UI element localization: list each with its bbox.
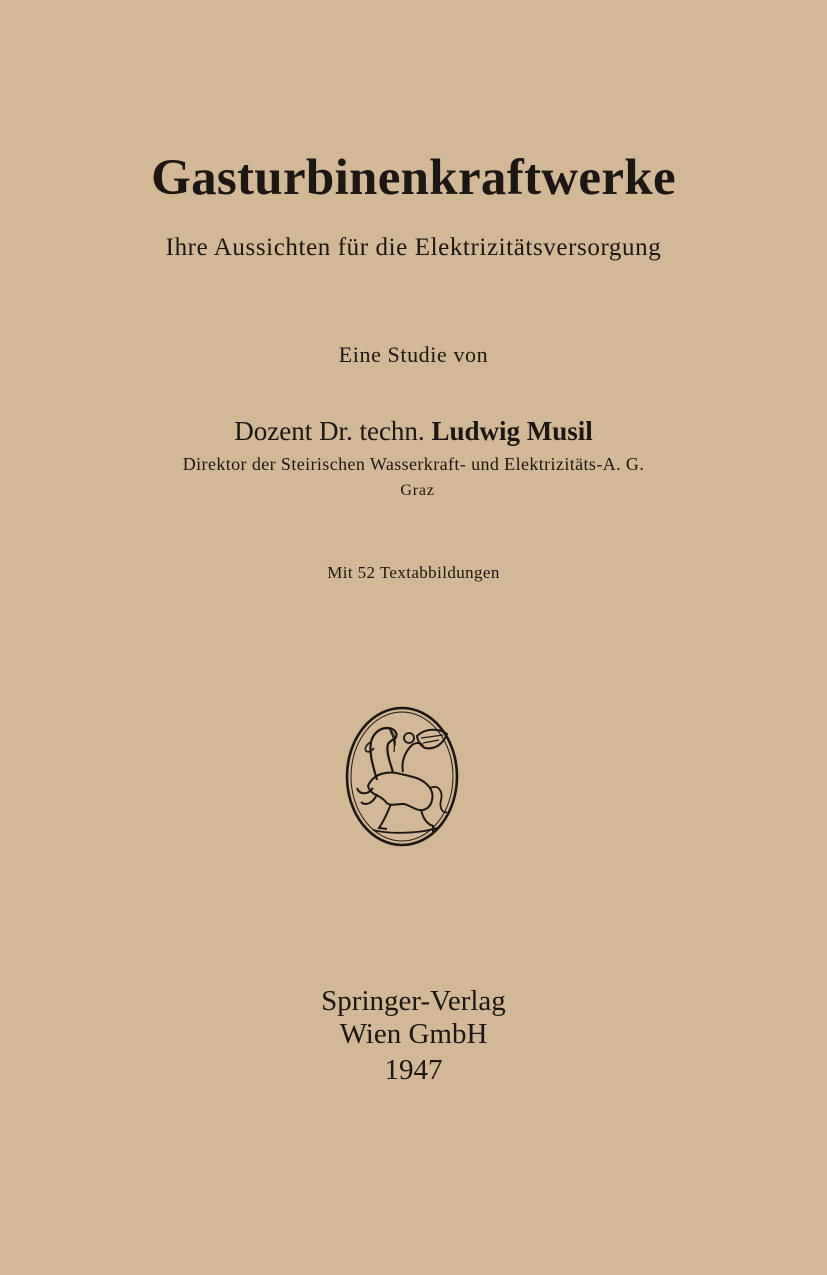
publication-year: 1947 — [384, 1054, 443, 1086]
publisher-location: Wien GmbH — [339, 1018, 488, 1050]
author-prefix: Dozent Dr. techn. — [234, 416, 425, 446]
book-subtitle: Ihre Aussichten für die Elektrizitätsversorgung — [165, 234, 662, 261]
springer-horse-rider-emblem-icon — [343, 704, 461, 849]
author-line — [0, 414, 827, 448]
study-line: Eine Studie von — [338, 342, 489, 367]
book-title: Gasturbinenkraftwerke — [151, 150, 676, 206]
author-name: Ludwig Musil — [431, 416, 593, 446]
publisher-name: Springer-Verlag — [321, 985, 506, 1017]
author-city: Graz — [400, 482, 435, 499]
author-position: Direktor der Steirischen Wasserkraft- und Elektrizitäts-A. G. — [182, 454, 645, 474]
figures-note: Mit 52 Textabbildungen — [327, 563, 500, 582]
